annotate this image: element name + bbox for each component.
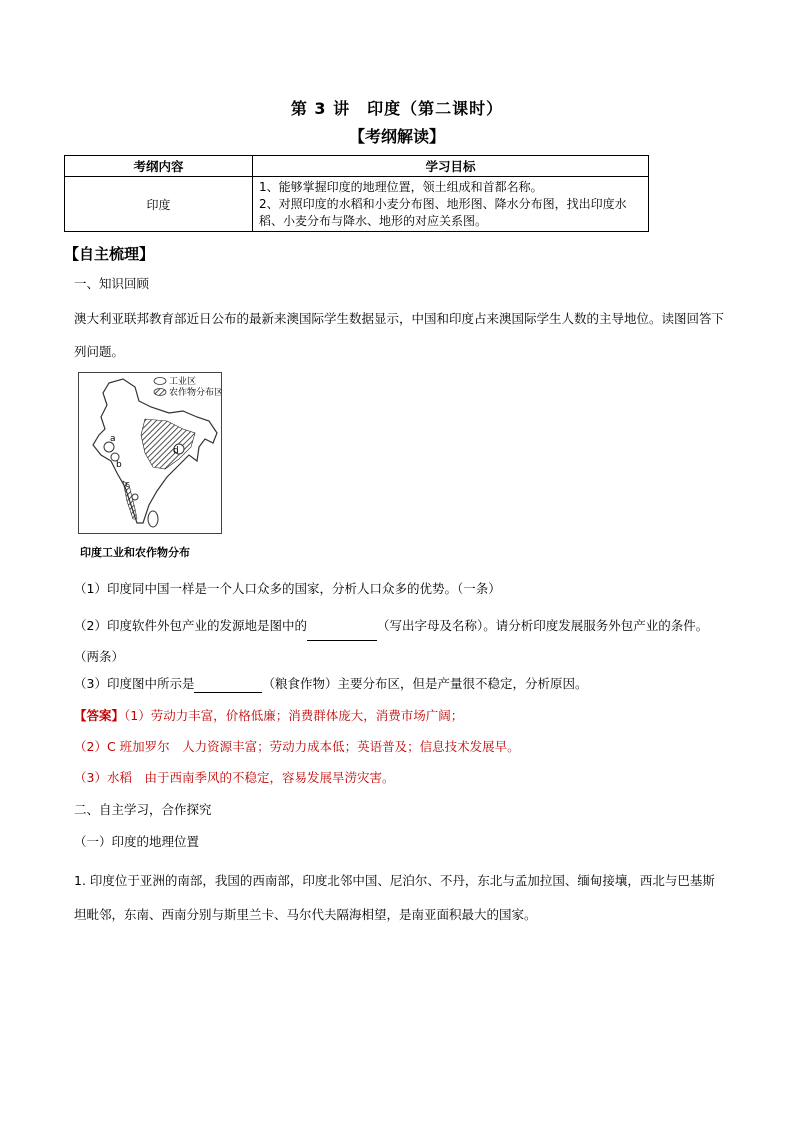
question-3 (74, 675, 587, 693)
question-2 (74, 610, 724, 672)
section-heading: 【自主梳理】 (64, 245, 155, 263)
part1-intro: 澳大利亚联邦教育部近日公布的最新来澳国际学生数据显示，中国和印度占来澳国际学生人数的主导地位。读图回答下列问题。 (74, 311, 725, 359)
answer-3: （3）水稻 由于西南季风的不稳定，容易发展旱涝灾害。 (74, 770, 395, 785)
legend-crop-label: 农作物分布区 (169, 388, 221, 398)
question-3-after: （粮食作物）主要分布区，但是产量很不稳定，分析原因。 (262, 676, 588, 691)
map-label-d: d (173, 446, 179, 456)
outline-table (64, 155, 649, 232)
question-3-before: （3）印度图中所示是 (74, 676, 195, 691)
part1-heading: 一、知识回顾 (74, 276, 150, 291)
india-map-figure (78, 372, 222, 534)
question-2-before: （2）印度软件外包产业的发源地是图中的 (74, 618, 307, 633)
map-caption: 印度工业和农作物分布 (80, 546, 190, 559)
map-label-a: a (110, 434, 116, 444)
question-2-after: （写出字母及名称）。请分析印度发展服务外包产业的条件。（两条） (74, 618, 709, 664)
legend-industrial-swatch (154, 378, 166, 385)
goal-item: 1、能够掌握印度的地理位置，领土组成和首都名称。 (259, 179, 543, 194)
map-label-c: c (125, 480, 130, 490)
topic-cell: 印度 (65, 177, 253, 232)
part2-subheading: （一）印度的地理位置 (74, 834, 200, 849)
table-header-row (65, 156, 649, 177)
answer-1-text: （1）劳动力丰富，价格低廉；消费群体庞大，消费市场广阔； (124, 708, 464, 723)
outline-heading: 【考纲解读】 (348, 127, 445, 146)
goal-item: 2、对照印度的水稻和小麦分布图、地形图、降水分布图，找出印度水稻、小麦分布与降水、地形的对应关系图。 (259, 196, 627, 228)
sri-lanka-outline (148, 511, 158, 527)
page-title: 第 3 讲 印度（第二课时） (290, 99, 504, 118)
answer-blank-2 (307, 626, 377, 641)
map-label-b: b (116, 460, 122, 470)
question-1: （1）印度同中国一样是一个人口众多的国家，分析人口众多的优势。（一条） (74, 581, 501, 596)
industrial-area-c (132, 494, 138, 500)
header-outline-content: 考纲内容 (65, 156, 253, 177)
goals-cell (253, 177, 649, 232)
answer-1 (74, 707, 463, 725)
answer-tag: 【答案】 (74, 708, 125, 723)
part2-item1: 1. 印度位于亚洲的南部，我国的西南部，印度北邻中国、尼泊尔、不丹，东北与孟加拉国、缅甸接壤，西北与巴基斯坦毗邻，东南、西南分别与斯里兰卡、马尔代夫隔海相望，是南亚面积最大的国家。 (74, 873, 715, 922)
answer-blank-3 (194, 678, 262, 693)
india-map (79, 373, 221, 533)
header-learning-goals: 学习目标 (253, 156, 649, 177)
legend-industrial-label: 工业区 (169, 377, 197, 387)
answer-2: （2）C 班加罗尔 人力资源丰富；劳动力成本低；英语普及；信息技术发展早。 (74, 739, 520, 754)
part2-heading: 二、自主学习，合作探究 (74, 802, 212, 817)
table-row (65, 177, 649, 232)
legend-crop-swatch (154, 389, 166, 396)
